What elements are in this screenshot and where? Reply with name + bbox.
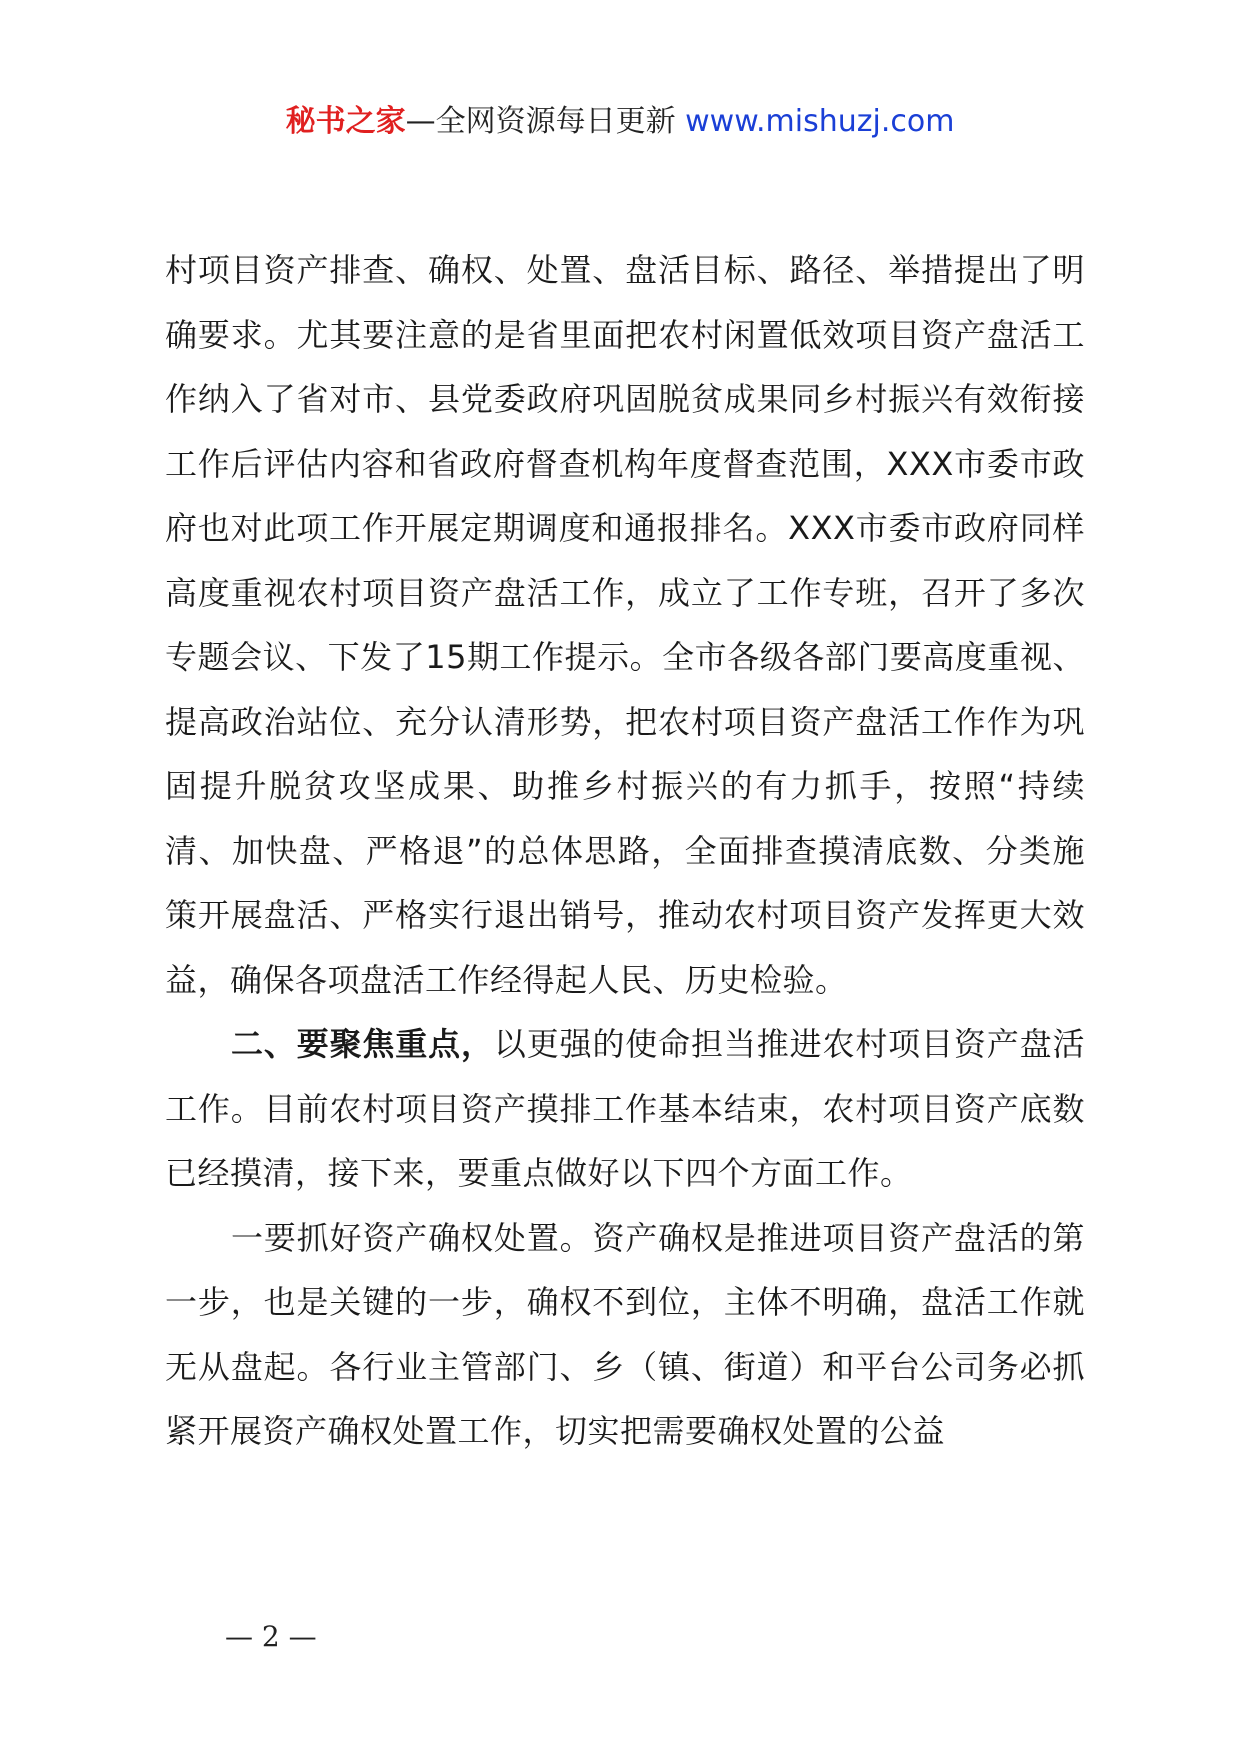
header-tagline: —全网资源每日更新	[405, 104, 686, 139]
section-text: 以更强的使命担当推进农村项目资产盘活工作。目前农村项目资产摸排工作基本结束，农村项目资产底数已经摸清，接下来，要重点做好以下四个方面工作。	[165, 1025, 1085, 1192]
brand-name: 秘书之家	[285, 104, 406, 139]
page-number: — 2 —	[225, 1620, 317, 1653]
paragraph-continued: 村项目资产排查、确权、处置、盘活目标、路径、举措提出了明确要求。尤其要注意的是省里面把农村闲置低效项目资产盘活工作纳入了省对市、县党委政府巩固脱贫成果同乡村振兴有效衔接工作后评估内容和省政府督查机构年度督查范围，XXX市委市政府也对此项工作开展定期调度和通报排名。XXX市委市政府同样高度重视农村项目资产盘活工作，成立了工作专班，召开了多次专题会议、下发了15期工作提示。全市各级各部门要高度重视、提高政治站位、充分认清形势，把农村项目资产盘活工作作为巩固提升脱贫攻坚成果、助推乡村振兴的有力抓手，按照“持续清、加快盘、严格退”的总体思路，全面排查摸清底数、分类施策开展盘活、严格实行退出销号，推动农村项目资产发挥更大效益，确保各项盘活工作经得起人民、历史检验。	[165, 251, 1085, 999]
section-heading: 二、要聚焦重点，	[231, 1025, 494, 1063]
page-header	[0, 100, 1240, 144]
document-body	[165, 238, 1085, 1464]
paragraph-asset-confirmation: 一要抓好资产确权处置。资产确权是推进项目资产盘活的第一步，也是关键的一步，确权不到位，主体不明确，盘活工作就无从盘起。各行业主管部门、乡（镇、街道）和平台公司务必抓紧开展资产确权处置工作，切实把需要确权处置的公益	[165, 1218, 1085, 1450]
website-url[interactable]: www.mishuzj.com	[685, 104, 955, 139]
paragraph-section-two	[165, 1012, 1085, 1206]
